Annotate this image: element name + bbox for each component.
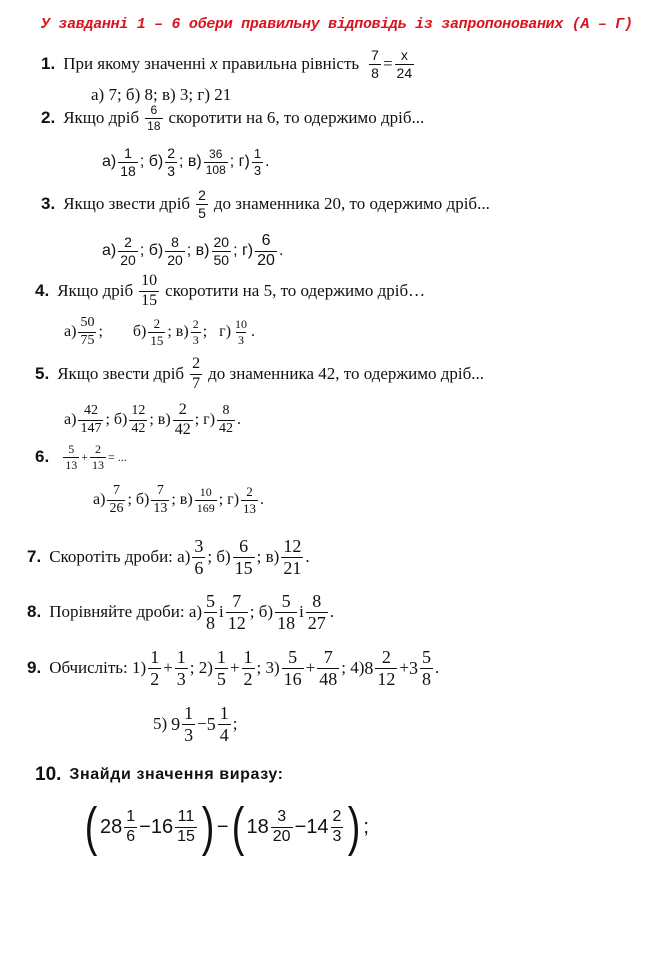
option-label: ; б) bbox=[207, 547, 231, 567]
fraction: $\frac{2}{3}$ bbox=[332, 807, 342, 845]
variable-x: x bbox=[210, 54, 218, 74]
fraction: $\frac{1}{18}$ bbox=[120, 145, 136, 179]
option-label: а) bbox=[93, 491, 106, 509]
period: . bbox=[329, 602, 335, 622]
fraction: $\frac{10}{3}$ bbox=[235, 317, 248, 347]
fraction: $\frac{2}{20}$ bbox=[120, 234, 136, 268]
fraction: $\frac{1}{3}$ bbox=[176, 647, 186, 689]
task-1-answers: а) 7; б) 8; в) 3; г) 21 bbox=[91, 85, 232, 104]
fraction: $\frac{2}{12}$ bbox=[377, 647, 396, 689]
left-paren: ( bbox=[231, 797, 244, 857]
fraction: $\frac{7}{12}$ bbox=[227, 591, 246, 633]
whole-part: 14 bbox=[306, 815, 329, 838]
fraction: $\frac{2}{3}$ bbox=[167, 145, 175, 179]
fraction: $\frac{2}{13}$ bbox=[91, 442, 104, 472]
option-label: ; в) bbox=[167, 323, 189, 341]
fraction: $\frac{6}{18}$ bbox=[147, 103, 161, 133]
task-text: правильна рівність bbox=[217, 54, 360, 74]
fraction: $\frac{2}{7}$ bbox=[192, 355, 201, 392]
period: . bbox=[260, 491, 265, 509]
task-number: 6. bbox=[35, 447, 50, 467]
task-3-answers bbox=[102, 233, 283, 270]
fraction: $\frac{x}{24}$ bbox=[396, 47, 413, 81]
fraction: $\frac{7}{26}$ bbox=[109, 483, 124, 516]
fraction: $\frac{7}{48}$ bbox=[319, 647, 338, 689]
semicolon: ; bbox=[232, 714, 238, 734]
task-10 bbox=[35, 764, 284, 786]
option-label: ; в) bbox=[186, 242, 210, 260]
fraction: $\frac{10}{15}$ bbox=[141, 272, 158, 309]
fraction: $\frac{3}{20}$ bbox=[272, 807, 291, 845]
task-10-expression bbox=[82, 797, 369, 857]
option-label: ; г) bbox=[233, 242, 254, 260]
fraction: $\frac{1}{2}$ bbox=[150, 647, 160, 689]
option-label: ; в) bbox=[171, 491, 193, 509]
period: . bbox=[251, 323, 256, 341]
plus-sign: + bbox=[399, 658, 409, 678]
minus-sign: − bbox=[216, 815, 229, 838]
option-label: а) bbox=[102, 153, 117, 171]
period: . bbox=[237, 411, 242, 429]
plus-sign: + bbox=[229, 658, 240, 678]
task-1 bbox=[41, 48, 416, 80]
fraction: $\frac{2}{13}$ bbox=[243, 484, 257, 516]
fraction: $\frac{2}{5}$ bbox=[198, 187, 206, 221]
right-paren: ) bbox=[348, 797, 361, 857]
option-label: ; б) bbox=[249, 602, 274, 622]
fraction: $\frac{11}{15}$ bbox=[177, 807, 195, 845]
period: . bbox=[278, 242, 284, 260]
right-paren: ) bbox=[201, 797, 215, 857]
option-label: ; 2) bbox=[189, 658, 213, 678]
task-number: 7. bbox=[27, 547, 42, 567]
task-7 bbox=[27, 537, 310, 578]
fraction: $\frac{5}{8}$ bbox=[206, 591, 216, 633]
task-text: Порівняйте дроби: а) bbox=[49, 602, 203, 622]
task-number: 1. bbox=[41, 54, 56, 74]
conjunction: і bbox=[219, 602, 224, 622]
fraction: $\frac{8}{20}$ bbox=[167, 234, 183, 268]
option-label: а) bbox=[102, 242, 117, 260]
fraction: $\frac{8}{42}$ bbox=[219, 403, 234, 436]
fraction: $\frac{1}{6}$ bbox=[126, 807, 136, 845]
option-label: ; б) bbox=[105, 411, 128, 429]
task-text: до знаменника 42, то одержимо дріб... bbox=[208, 364, 485, 384]
fraction: $\frac{1}{3}$ bbox=[253, 146, 262, 178]
fraction: $\frac{1}{3}$ bbox=[184, 703, 194, 745]
option-label: ; 3) bbox=[256, 658, 280, 678]
option-label: ; в) bbox=[256, 547, 280, 567]
option-label: ; б) bbox=[127, 491, 150, 509]
task-text: При якому значенні bbox=[63, 54, 211, 74]
whole-part: 18 bbox=[246, 815, 269, 838]
period: . bbox=[434, 658, 440, 678]
fraction: $\frac{20}{50}$ bbox=[213, 234, 230, 268]
fraction: $\frac{1}{5}$ bbox=[216, 647, 226, 689]
task-number: 10. bbox=[35, 764, 62, 785]
task-2-answers bbox=[102, 146, 270, 178]
option-label: ; в) bbox=[149, 411, 171, 429]
task-number: 5. bbox=[35, 364, 50, 384]
task-text: Якщо дріб bbox=[57, 281, 134, 301]
fraction: $\frac{42}{147}$ bbox=[80, 403, 102, 436]
fraction: $\frac{8}{27}$ bbox=[307, 591, 326, 633]
option-label: ; г) bbox=[218, 491, 240, 509]
task-text: Якщо дріб bbox=[63, 108, 140, 128]
task-9-part-5 bbox=[153, 704, 238, 745]
fraction: $\frac{5}{18}$ bbox=[277, 591, 296, 633]
task-text: до знаменника 20, то одержимо дріб... bbox=[213, 194, 490, 214]
task-text: скоротити на 5, то одержимо дріб… bbox=[165, 281, 426, 301]
option-label: а) bbox=[64, 411, 77, 429]
minus-sign: − bbox=[139, 815, 151, 838]
plus-sign: + bbox=[81, 449, 88, 464]
minus-sign: − bbox=[197, 714, 207, 734]
task-number: 9. bbox=[27, 658, 42, 678]
task-text: Знайди значення виразу: bbox=[69, 766, 284, 783]
option-label: ; б) bbox=[139, 242, 164, 260]
whole-part: 3 bbox=[408, 657, 418, 678]
fraction: $\frac{2}{3}$ bbox=[192, 317, 199, 347]
task-number: 8. bbox=[27, 602, 42, 622]
period: . bbox=[305, 547, 310, 567]
fraction: $\frac{12}{42}$ bbox=[131, 403, 146, 436]
fraction: $\frac{10}{169}$ bbox=[196, 485, 215, 515]
fraction: $\frac{36}{108}$ bbox=[205, 147, 226, 177]
fraction: $\frac{7}{8}$ bbox=[371, 47, 379, 81]
option-label: б) bbox=[132, 323, 147, 341]
fraction: $\frac{6}{20}$ bbox=[257, 232, 275, 269]
whole-part: 28 bbox=[99, 815, 123, 838]
option-label: ; г) bbox=[229, 153, 250, 171]
option-label: 5) bbox=[153, 714, 168, 734]
task-number: 3. bbox=[41, 194, 56, 214]
instructions-header: У завданні 1 – 6 обери правильну відповідь із запропонованих (А – Г) bbox=[41, 16, 633, 33]
period: . bbox=[265, 153, 270, 171]
equals-sign: = bbox=[382, 54, 393, 74]
whole-part: 9 bbox=[171, 713, 181, 734]
task-4 bbox=[35, 273, 425, 310]
option-label: ; г) bbox=[202, 323, 232, 341]
task-number: 4. bbox=[35, 281, 50, 301]
task-text: Якщо звести дріб bbox=[63, 194, 191, 214]
fraction: $\frac{5}{8}$ bbox=[421, 647, 431, 689]
whole-part: 8 bbox=[364, 657, 374, 678]
conjunction: і bbox=[299, 602, 304, 622]
task-text: Якщо звести дріб bbox=[57, 364, 185, 384]
fraction: $\frac{3}{6}$ bbox=[194, 536, 204, 578]
fraction: $\frac{2}{42}$ bbox=[174, 401, 191, 438]
task-number: 2. bbox=[41, 108, 56, 128]
task-9 bbox=[27, 648, 439, 689]
task-2 bbox=[41, 104, 424, 132]
task-5 bbox=[35, 356, 484, 393]
option-label: ; 4) bbox=[341, 658, 365, 678]
plus-sign: + bbox=[305, 658, 316, 678]
fraction: $\frac{7}{13}$ bbox=[153, 483, 168, 516]
task-text: Скоротіть дроби: а) bbox=[49, 547, 191, 567]
fraction: $\frac{5}{13}$ bbox=[65, 442, 78, 472]
task-6-answers bbox=[93, 484, 264, 516]
option-label: ; б) bbox=[139, 153, 164, 171]
fraction: $\frac{2}{15}$ bbox=[150, 316, 164, 348]
task-3 bbox=[41, 188, 490, 220]
whole-part: 16 bbox=[150, 815, 174, 838]
whole-part: 5 bbox=[206, 713, 216, 734]
left-paren: ( bbox=[84, 797, 98, 857]
minus-sign: − bbox=[294, 815, 307, 838]
task-6 bbox=[35, 443, 127, 471]
fraction: $\frac{5}{16}$ bbox=[283, 647, 302, 689]
option-label: ; в) bbox=[179, 153, 202, 171]
fraction: $\frac{1}{4}$ bbox=[219, 703, 229, 745]
task-8 bbox=[27, 592, 334, 633]
plus-sign: + bbox=[163, 658, 173, 678]
task-5-answers bbox=[64, 402, 241, 439]
task-text: Обчисліть: 1) bbox=[49, 658, 147, 678]
separator: ; bbox=[98, 323, 103, 341]
equals-ellipsis: = ... bbox=[107, 449, 127, 464]
task-4-answers bbox=[64, 316, 255, 348]
option-label: а) bbox=[64, 323, 77, 341]
semicolon: ; bbox=[363, 815, 369, 838]
fraction: $\frac{6}{15}$ bbox=[234, 536, 253, 578]
fraction: $\frac{12}{21}$ bbox=[283, 536, 302, 578]
fraction: $\frac{1}{2}$ bbox=[243, 647, 253, 689]
option-label: ; г) bbox=[194, 411, 216, 429]
task-text: скоротити на 6, то одержимо дріб... bbox=[168, 108, 425, 128]
fraction: $\frac{50}{75}$ bbox=[80, 315, 95, 348]
